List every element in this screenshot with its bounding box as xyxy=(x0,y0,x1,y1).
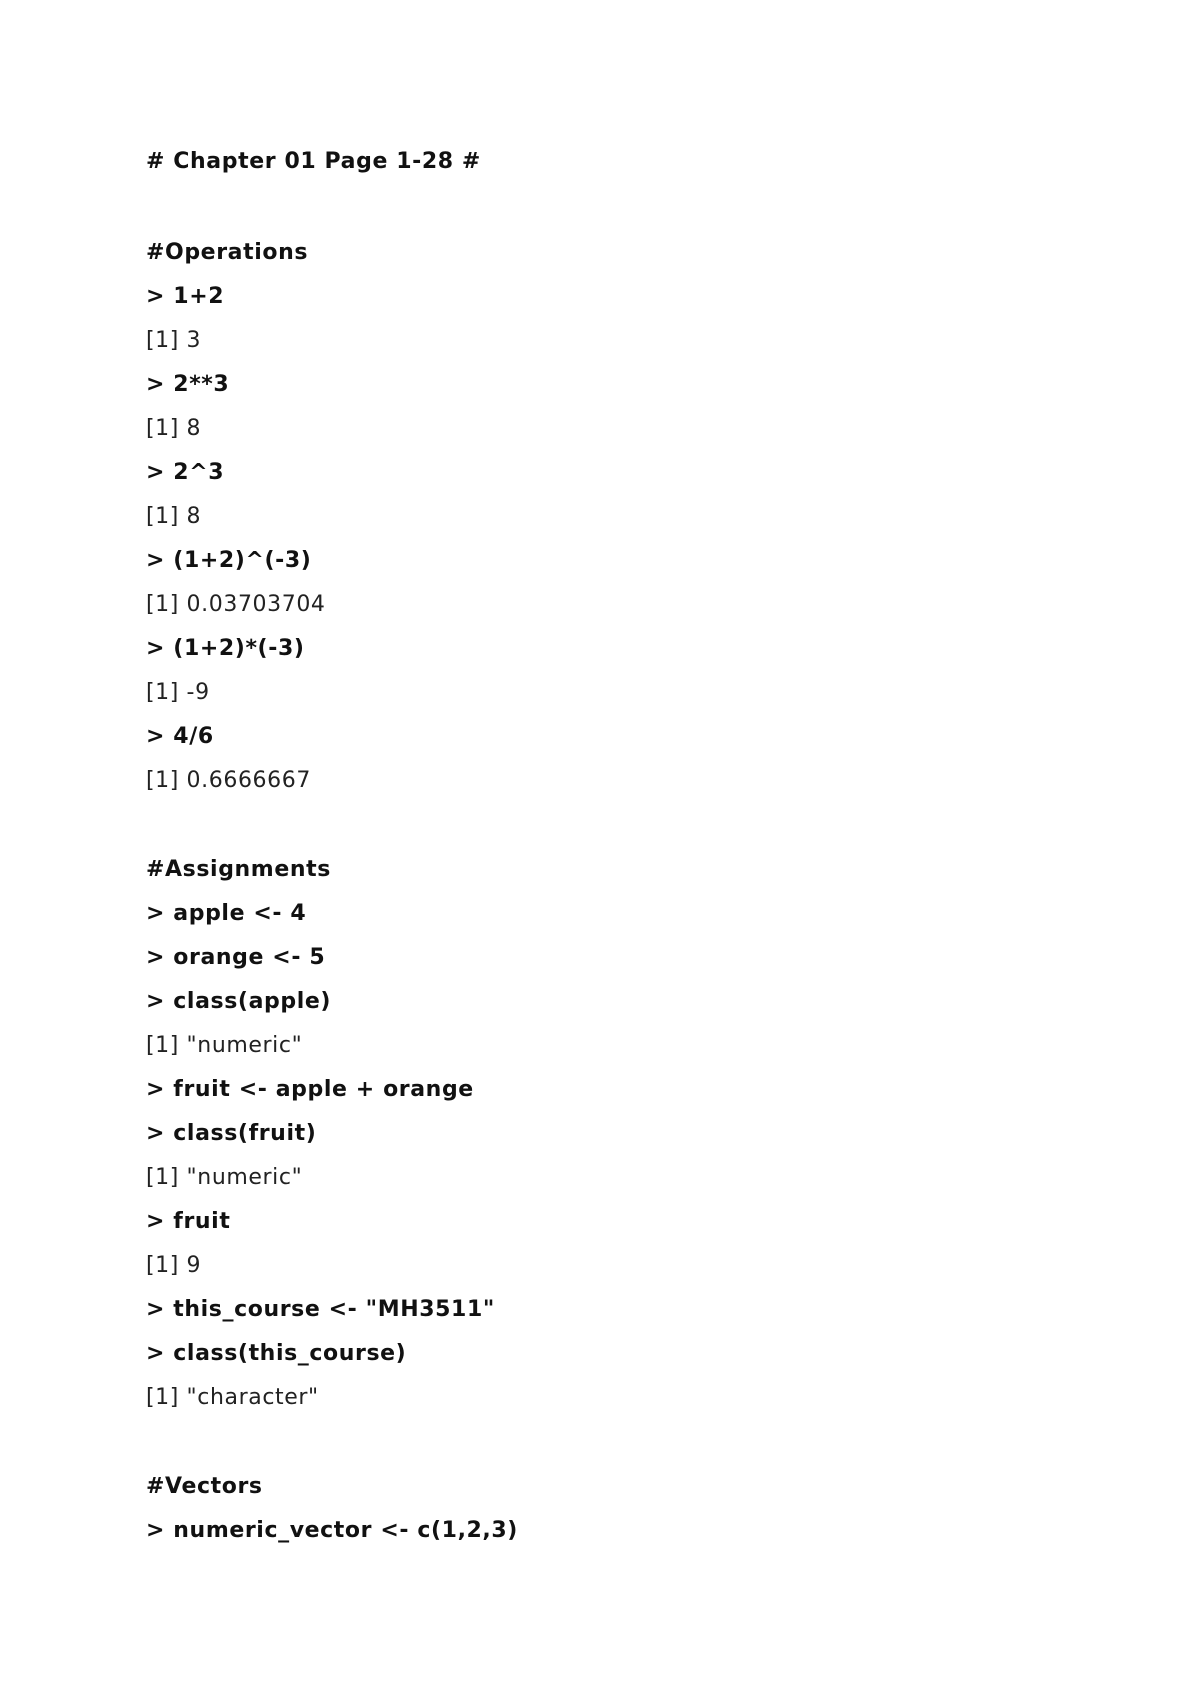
output-line: [1] "numeric" xyxy=(146,1033,303,1058)
command-line: > 2^3 xyxy=(146,460,225,485)
document-body xyxy=(146,140,1106,1553)
code-section xyxy=(146,1465,1106,1553)
output-line: [1] 0.03703704 xyxy=(146,592,326,617)
output-line: [1] 9 xyxy=(146,1253,202,1278)
output-line: [1] 0.6666667 xyxy=(146,768,311,793)
section-spacer xyxy=(146,1420,1106,1465)
command-line: > 2**3 xyxy=(146,372,230,397)
output-line: [1] -9 xyxy=(146,680,210,705)
output-line: [1] "character" xyxy=(146,1385,319,1410)
command-line: > (1+2)^(-3) xyxy=(146,548,312,573)
command-line: > fruit xyxy=(146,1209,231,1234)
command-line: > (1+2)*(-3) xyxy=(146,636,305,661)
command-line: > apple <- 4 xyxy=(146,901,307,926)
output-line: [1] 8 xyxy=(146,416,202,441)
command-line: > 1+2 xyxy=(146,284,225,309)
section-heading: #Assignments xyxy=(146,857,331,882)
command-line: > class(fruit) xyxy=(146,1121,317,1146)
code-section xyxy=(146,848,1106,1420)
output-line: [1] 8 xyxy=(146,504,202,529)
sections-container xyxy=(146,231,1106,1553)
command-line: > numeric_vector <- c(1,2,3) xyxy=(146,1518,518,1543)
section-heading: #Operations xyxy=(146,240,309,265)
command-line: > class(this_course) xyxy=(146,1341,407,1366)
command-line: > this_course <- "MH3511" xyxy=(146,1297,495,1322)
command-line: > orange <- 5 xyxy=(146,945,326,970)
command-line: > class(apple) xyxy=(146,989,332,1014)
section-spacer xyxy=(146,803,1106,848)
command-line: > 4/6 xyxy=(146,724,214,749)
output-line: [1] "numeric" xyxy=(146,1165,303,1190)
output-line: [1] 3 xyxy=(146,328,202,353)
page-title: # Chapter 01 Page 1-28 # xyxy=(146,149,481,174)
code-section xyxy=(146,231,1106,803)
command-line: > fruit <- apple + orange xyxy=(146,1077,474,1102)
section-heading: #Vectors xyxy=(146,1474,263,1499)
